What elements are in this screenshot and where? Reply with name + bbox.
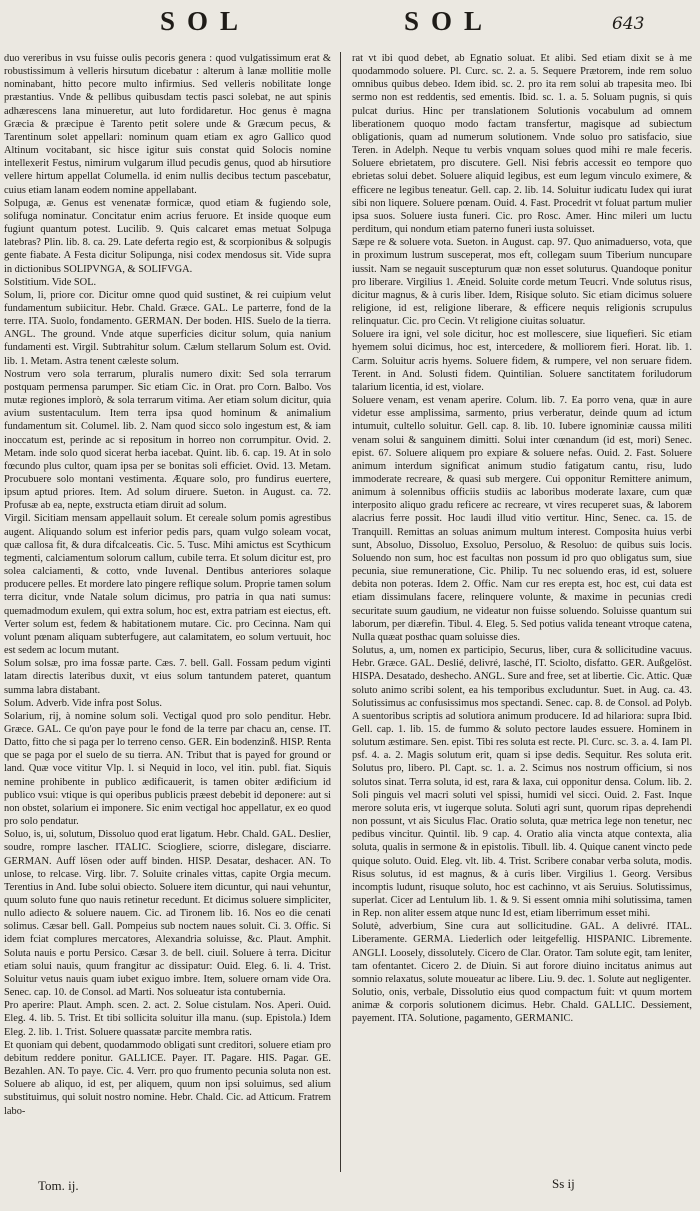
entry-paragraph: Nostrum vero sola terrarum, pluralis numero dixit: Sed sola terrarum postquam permensa parumper. Sic etiam Cic. in Orat. pro Corn. Balbo. Vos mutæ regiones implorò, & sola terrarum vitima. Aer etiam solum dicitur, quia avium sustentaculum. Item terra ipsa quod hominum & animalium fundamentum sit. Columel. lib. 2. Nam quod sicco solo ingestum est, & iam inoccatum est, perinde ac si repositum in horreo non corrumpitur. Ovid. 2. Metam. inde solo quod sicerat herba iacebat. Quint. lib. 6. cap. 19. At in solo fœcundo plus cultor, quam ipsa per se bonitas soli efficiet. Ovid. 13. Metam. Procubuere solo montani vestimenta. Æquare solo, pro fundirus euertere, ipsum aptud priores. Item. Ad solum diruere. Sueton. in August. ca. 72. Profusæ ab ea, nepte, exstructa etiam diruit ad solum. (4, 368, 331, 512)
entry-paragraph: Pro aperire: Plaut. Amph. scen. 2. act. 2. Solue cistulam. Nos. Aperi. Ouid. Eleg. 4. lib. 5. Trist. Et tibi sollicita soluitur illa manu. (sup. Epistola.) Idem Eleg. 2. lib. 1. Trist. Soluere quassatæ parcite membra ratis. (4, 1000, 331, 1038)
entry-paragraph: Solum. Adverb. Vide infra post Solus. (4, 697, 162, 709)
entry-paragraph: Solum solsæ, pro ima fossæ parte. Cæs. 7. bell. Gall. Fossam pedum viginti latam directis lateribus duxit, vt eius solum tantundem pateret, quantum summa labra distabant. (4, 658, 331, 696)
volume-signature: Tom. ij. (38, 1178, 79, 1193)
gathering-signature: Ss ij (552, 1176, 575, 1191)
page-footer (0, 1176, 700, 1211)
page-header (0, 0, 700, 50)
entry-paragraph: Solum, li, priore cor. Dicitur omne quod quid sustinet, & rei cuipium velut fundamentum subiicitur. Hebr. Chald. Græce. GAL. Le parterre, fond de la terre. ITA. Suolo, fondamento. GERMAN. Der boden. HIS. Suelo de la tierra. ANGL. The ground. Vnde atque superficies dicitur solum, quia nanium fundamenti est. Virgil. Subtrahitur solum. Cælum stellarum Solum est. Ovid. lib. 1. Metam. Astra tenent cæleste solum. (4, 289, 331, 367)
column-rule (340, 52, 341, 1172)
entry-paragraph: Sæpe re & soluere vota. Sueton. in August. cap. 97. Quo animaduerso, vota, que in proximum lustrum susceperat, mos eft, collegam suum Tiberium nuncupare iussit. Nam se negauit suscepturum quæ non esset soluturus. Quandoque ponitur pro liberare. Virgilius 1. Æneid. Soluite corde metum Teucri. Vnde solutus risus, dicitur magnus, & à curis liber. Idem, Risique soluto. Sic etiam dicimus soluere religione, id est, religione liberare, & efficere nequis religionis scrupulus relinquatur. Cic. pro Cecin. Vt religione ciuitas soluatur. (352, 237, 692, 328)
entry-paragraph: Solstitium. Vide SOL. (4, 276, 97, 288)
entry-paragraph: Et quoniam qui debent, quodammodo obligati sunt creditori, soluere etiam pro debitum reddere ponitur. GALLICE. Payer. IT. Pagare. HIS. Pagar. GE. Bezahlen. AN. To paye. Cic. 4. Verr. pro quo frumento pecunia soluta non est. Soluere ab aliquo, id est, per aliquem, quum non ipsi soluimus, sed alium substituimus, qui soluit nostro nomine. Hebr. Chald. Cic. ad Atticum. Fratrem labo- (4, 1039, 331, 1117)
running-head-right: SOL (404, 6, 495, 36)
entry-paragraph: rat vt ibi quod debet, ab Egnatio soluat. Et alibi. Sed etiam dixit se à me quodammodo soluere. Pl. Curc. sc. 2. a. 5. Sequere Prætorem, inde rem soluo omnibus quibus debeo. Idem ibid. sc. 2. pro ita rem solui ab trapesita meo. Ibi sermo non est reddentis, sed ementis. Ibid. sc. 1. a. 5. Soluam pugnis, si quis pulcat durius. Hinc per translationem Solutionis vocabulum ad omnem liberationem quoquo modo factam transfertur, magisque ad subiectum obligationis, quam ad numerum solutionem. Vnde soluo pro satisfacio, siue Teren. in Adelph. Neque tu verbis vnquam solues quod mihi re male feceris. Soluere ebrietatem, pro discutere. Gell. Nisi febris accessit eo tempore quo ebrietas solui debet. Soluere aliquid legibus, est eum legum vinculo eximere, & efficere ne legibus teneatur. Gell. cap. 2. lib. 14. Soluitur iudicatu Iudex qui iurat sibi non liquere. Soluere pœnam. Ouid. 4. Fast. Procedrit vt foluat partum mulier ipsa suos. Soluere iusta funeri. Cic. pro Rosc. Amer. Hinc mileri um luctu perditum, qui nondum etiam paterno funeri iusta soluisset. (352, 53, 692, 236)
right-column (352, 52, 692, 1174)
entry-paragraph: Solutè, adverbium, Sine cura aut sollicitudine. GAL. A delivré. ITAL. Liberamente. GERMA. Liederlich oder leitgefellig. HISPANIC. Libremente. ANGLI. Loosely, dissolutely. Cicero de Clar. Orator. Tam solute egit, tam leniter, tam ofentantet. Cicero 2. de Diuin. Si aut forore diuino incitatus animus aut somnio relaxatus, solute moueatur ac libere. Liu. 9. dec. 1. Solute aut negligenter. (352, 921, 692, 985)
entry-paragraph: Solutus, a, um, nomen ex participio, Securus, liber, cura & sollicitudine vacuus. Hebr. Græce. GAL. Deslié, delivré, lasché, IT. Sciolto, disfatto. GER. Außgelöst. HISPA. Desatado, deshecho. ANGL. Sure and free, set at libertie. Cic. Attic. Quæ soluto animo scribi solent, ea his temporibus excluduntur. Suet. in Aug. ca. 43. Solutissimus ac confusissimus mos spectandi. Senec. cap. 8. de Consol. ad Polyb. A suentoribus scriptis ad solutiora animum producere. Id ad hilariora: supra Ibid. Gell. cap. 1. lib. 15. de fummo & soluto pectore laudes essuere. Hominem in solutum æstimare. Sen. epist. Tibi res soluta est recte. Pl. Curc. sc. 3. a. 4. Iam Pl. psf. 4. a. 2. Magis solutum erit, quam si ipse dedis. Sequitur. Res soluta erit. Solutus pro, libero. Pl. Capt. sc. 1. a. 2. Scimus nos nostrum officium, si nos solutos sinat. Terra soluta, id est, rara & laxa, cui opponitur densa. Colum. lib. 2. Soli pinguis vel macri soluti vel spissi, humidi vel sicci. Ouid. 2. Fast. Inque merore soluta eris, vt iugerque soluta. Soluti agri sunt, quorum ripas deprehendi non possunt, vt ais Siculus Flac. Oratio soluta, quæ metrica lege non tenetur, nec pedibus vincitur. Quintil. lib. 9 cap. 4. Oratio alia vincta atque contexta, alia soluta, qualis in sermone & in epistolis. Tibull. lib. 4. Quique canent vincto pede quique soluto. Ouid. Eleg. vlt. lib. 4. Trist. Scribere conabar verba soluta, modis. Risus solutus, id est magnus, & à curis liber. Virgilius 1. Georg. Versibus incomptis ludunt, risuque soluto, hoc est cachinno, vt ais Seruius. Solutissimus, superlat. Cicer ad Lentulum lib. 1. & 9. Si essent omnia mihi solutissima, tamen in Rep. non aliter essem atque nunc Id est, etiam liberrimum esset mihi. (352, 645, 692, 920)
running-head-left: SOL (160, 6, 251, 36)
entry-paragraph: Soluere ira igni, vel sole dicitur, hoc est mollescere, siue liquefieri. Sic etiam hyemem solui dicimus, hoc est, intercedere, & molliorem fieri. Horat. lib. 1. Carm. Soluitur acris hyems. Soluere fidem, & rumpere, vel non seruare fidem. Terent. in And. Solusti fidem. Quintilian. Soluere sanctitatem foriludorum talarium licentia, id est, violare. (352, 329, 692, 393)
page-number: 643 (612, 14, 645, 34)
entry-paragraph: Soluo, is, ui, solutum, Dissoluo quod erat ligatum. Hebr. Chald. GAL. Deslier, soudre, rompre lascher. ITALIC. Sciogliere, sciorre, dislegare, disciarre. GERMAN. Auff lösen oder auff binden. HISP. Desatar, deshacer. AN. To unlose, to relcase. Virg. libr. 7. Soluite crinales vittas, capite Orgia mecum. Terentius in And. Iube solui obiecto. Soluere item dicuntur, qui naui vehuntur, quum soluto fune quo nauis retinetur recedunt. Et dicimus soluere simpliciter, nullo adiecto & soluere nauem. Cic. ad Tironem lib. 16. Nos eo die cenati solimus. Cæsar bell. Gall. Pompeius sub noctem naues soluit. Ci. 3. Offic. Si idem fciat complures mercatores, Alexandria soluisse, &c. Plaut. Amphit. Soluta nauis e portu Persico. Cæsar 3. de bell. ciuil. Soluere à terra. Dicitur etiam solui nauis, quum frangitur ac dissipatur: Ouid. Eleg. 6. li. 4. Trist. Soluitur vetus nauis quam iubet exiguo imbre. Item, soluere ornam vide Ora. Senec. cap. 10. de Consol. ad Marti. Nos solueatur ista contubernia. (4, 829, 331, 999)
entry-paragraph: Solutio, onis, verbale, Dissolutio eius quod compactum fuit: vt quum mortem animæ & corporis solutionem dicimus. Hebr. Chald. GALLIC. Dessiement, payement. ITA. Solutione, pagamento, GERMANIC. (352, 987, 692, 1025)
entry-paragraph: Soluere venam, est venam aperire. Colum. lib. 7. Ea porro vena, quæ in aure videtur esse amplissima, sarmento, prius verberatur, deinde quum ad ictum intumuit, cultello soluitur. Gell. cap. 8. lib. 10. Iubere ignominiæ caussa militi venam solui & sanguinem dimitti. Solui inter cœnandum (id est, mori) Senec. epist. 67. Soluere aliquem pro expiare & soluere nefas. Ouid. 2. Fast. Soluere animum interdum significat animum studio fatigatum cantu, risu, ludo immoderate recreare, & quasi sub mergere. Cui opponitur Remittere animum, animum à solennibus officiis studiis ac laboribus moderate laxare, cum quæ interposito aliquo gradu reficere ac recreare, vt vires recuperet suas, & laborem alacrius ferre possit. Hoc laudi illud vitio vertitur. Hinc, Senec. ca. 15. de Tranquill. Remittas an soluas animum multum interest. Composita huius verbi sunt, Absoluo, Dissoluo, Exsoluo, Persoluo, & Resoluo: de quibus suis locis. Soluendo non sum, hoc est facultas non possum id pro quo obligatus sum, siue pecunia, siue remuneratione, Cic. Philip. Tu nec soluendo eras, id est, soluere debita non poteras. Idem 2. Offic. Nam cur res erepta est, hoc est, cui data est etiam dissimulans facere, relinquere volunte, & maxime in pecunias credi securitate suum gaudium, ne videatur non fuisse soluendo. Soluisse quantum sui laborum, per diærefin. Tibul. 4. Eleg. 5. Sed potius valida teneant vtroque catena, Nulla quæat posthac quam soluisse dies. (352, 395, 692, 643)
entry-paragraph: Virgil. Sicitiam mensam appellauit solum. Et cereale solum pomis agrestibus augent. Aliquando solum est inferior pedis pars, quam vulgo soleam vocat, quæ callosa fit, & dura difcalceatis. Cic. 5. Tusc. Mihi amictus est Scythicum tegmenti, calciamentum solorum callum, cubile terra. Et solum dicitur est, pro solea calciamenti, & cotto, vnde Iuvenal. Dentibus anteriores solaque producere pelles. Et mordere lato pingere reflique solum. Proprie tamen solum terra dicitur, vnde Natale solum dicimus, pro patria in qua nati sumus: quemadmodum exulem, qui extra solum, hoc est, extra patriam est eiectus, eft. Verter solum est, fedem & habitationem mutare. Cic. pro Cecinna. Nam qui volunt pœnam aliquam subterfugere, aut calamitatem, eo solum vertuuit, hoc est sedem ac locum mutant. (4, 513, 331, 657)
entry-paragraph: Solarium, rij, à nomine solum soli. Vectigal quod pro solo penditur. Hebr. Græce. GAL. Ce qu'on paye pour le fond de la terre par chacu an, cense. IT. Datto, fitto che si paga per lo terreno censo. GER. Ein bodenzinß. HISP. Renta que se paga por el suelo de su tierra. AN. Tribut that is payed for ground or land. Quæ voce vititur Vlp. l. si Nequid in loco, vel itin. publ. fiat. Siquis nemine prohibente in publico ædificauerit, is tamen obiter ædificium id publico vsui: vtique is qui operibus publicis præest debebit id deponere: aut si non obstet, solarium ei imponere. Sic enim vectigal hoc appellatur, ex eo quod pro solo pendatur. (4, 710, 331, 828)
left-column (4, 52, 331, 1174)
entry-paragraph: duo vereribus in vsu fuisse oulis pecoris genera : quod vulgatissimum erat & robustissimum à velleris hirsutum dicebatur : alterum à lanæ mollitie molle nominabant, hitto pecore multo infirmius. Sed velleris nobilitate longe præstantius. Vnde & pellibus quibusdam tectis pasci solebat, ne aut spinis adhærescens lana minueretur, aut luto fordidaretur. Hoc genus è magna Græcia & præcipue è Tarento petit solere unde & Græcum pecus, & Tarentinum solet appellari: nominum quam etiam ex agro Gallico quod Altinum vocitabant, sic hisce igitur suis constat quid Solocis nomine intellexerit Festus, nimirum vulgarum illud pecudis genus, quod ab hirsutiore vellere hirtum appellat Columella. id enim nullis decibus tectum pascebatur, cuius etiam lanam eodem nomine appellabant. (4, 53, 331, 196)
entry-paragraph: Solpuga, æ. Genus est venenatæ formicæ, quod etiam & fugiendo sole, solifuga nominatur. Concitatur enim acrius feruore. Et inside quoque eum fugiunt quantum potest. Lucilib. 9. Quis calcaret emas metuat Solpuga latebras? Plin. lib. 8. ca. 29. Late deferta regio est, & scorpionibus & solpugis gente fiabate. A Festa dicitur Solipunga, nisi codex mendosus sit. Vide supra in dictionibus SOLIPVNGA, & SOLIFVGA. (4, 197, 331, 275)
